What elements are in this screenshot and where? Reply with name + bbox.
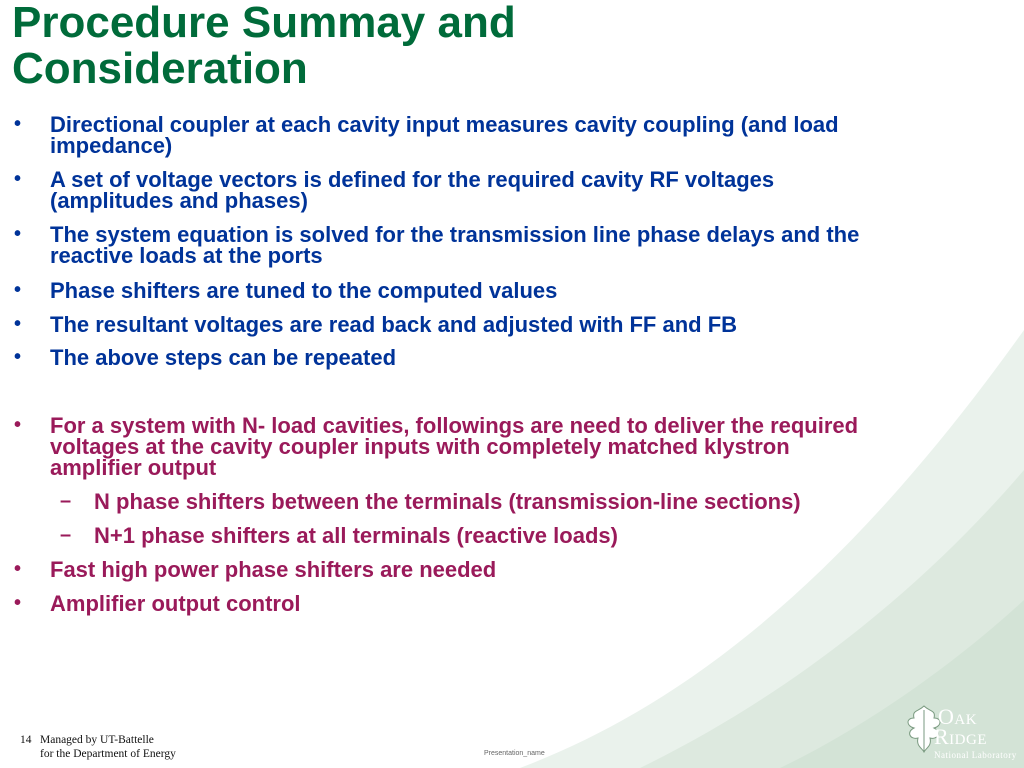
bullet-text: For a system with N- load cavities, followings are need to deliver the required voltages at the cavity coupler inputs with completely matched klystron amplifier output <box>50 413 859 480</box>
bullet-marker: • <box>14 592 22 614</box>
logo-tagline: National Laboratory <box>934 750 1017 760</box>
bullet-text: Directional coupler at each cavity input measures cavity coupling (and load impedance) <box>50 112 839 158</box>
bullet-text: The system equation is solved for the transmission line phase delays and the reactive loads at the ports <box>50 222 860 268</box>
dash-marker: – <box>60 524 72 546</box>
bullet-text: The above steps can be repeated <box>50 345 397 370</box>
bullet-marker: • <box>14 558 22 580</box>
bullet-text: Amplifier output control <box>50 591 301 616</box>
bullet-text: The resultant voltages are read back and adjusted with FF and FB <box>50 312 738 337</box>
managed-by-line2: for the Department of Energy <box>40 748 176 760</box>
bullet-marker: • <box>14 313 22 335</box>
bullet-text: A set of voltage vectors is defined for the required cavity RF voltages (amplitudes and phases) <box>50 167 775 213</box>
slide-title-line1: Procedure Summay and <box>12 0 516 47</box>
bullet-marker: • <box>14 113 22 135</box>
bullet-marker: • <box>14 414 22 436</box>
ornl-logo <box>904 700 1020 764</box>
bullet-text: N phase shifters between the terminals (transmission-line sections) <box>94 489 801 514</box>
logo-word-oak: Oak <box>938 704 978 729</box>
bullet-text: N+1 phase shifters at all terminals (reactive loads) <box>94 523 618 548</box>
bullet-marker: • <box>14 346 22 368</box>
bullet-marker: • <box>14 168 22 190</box>
bullet-marker: • <box>14 223 22 245</box>
page-number: 14 <box>20 734 32 746</box>
presentation-name: Presentation_name <box>484 750 545 757</box>
bullet-text: Phase shifters are tuned to the computed values <box>50 278 558 303</box>
footer-credit <box>20 733 176 761</box>
slide-title-line2: Consideration <box>12 44 308 93</box>
dash-marker: – <box>60 490 72 512</box>
bullet-text: Fast high power phase shifters are needed <box>50 557 497 582</box>
logo-word-ridge: Ridge <box>934 724 987 749</box>
managed-by-line1: Managed by UT-Battelle <box>40 734 154 746</box>
bullet-marker: • <box>14 279 22 301</box>
